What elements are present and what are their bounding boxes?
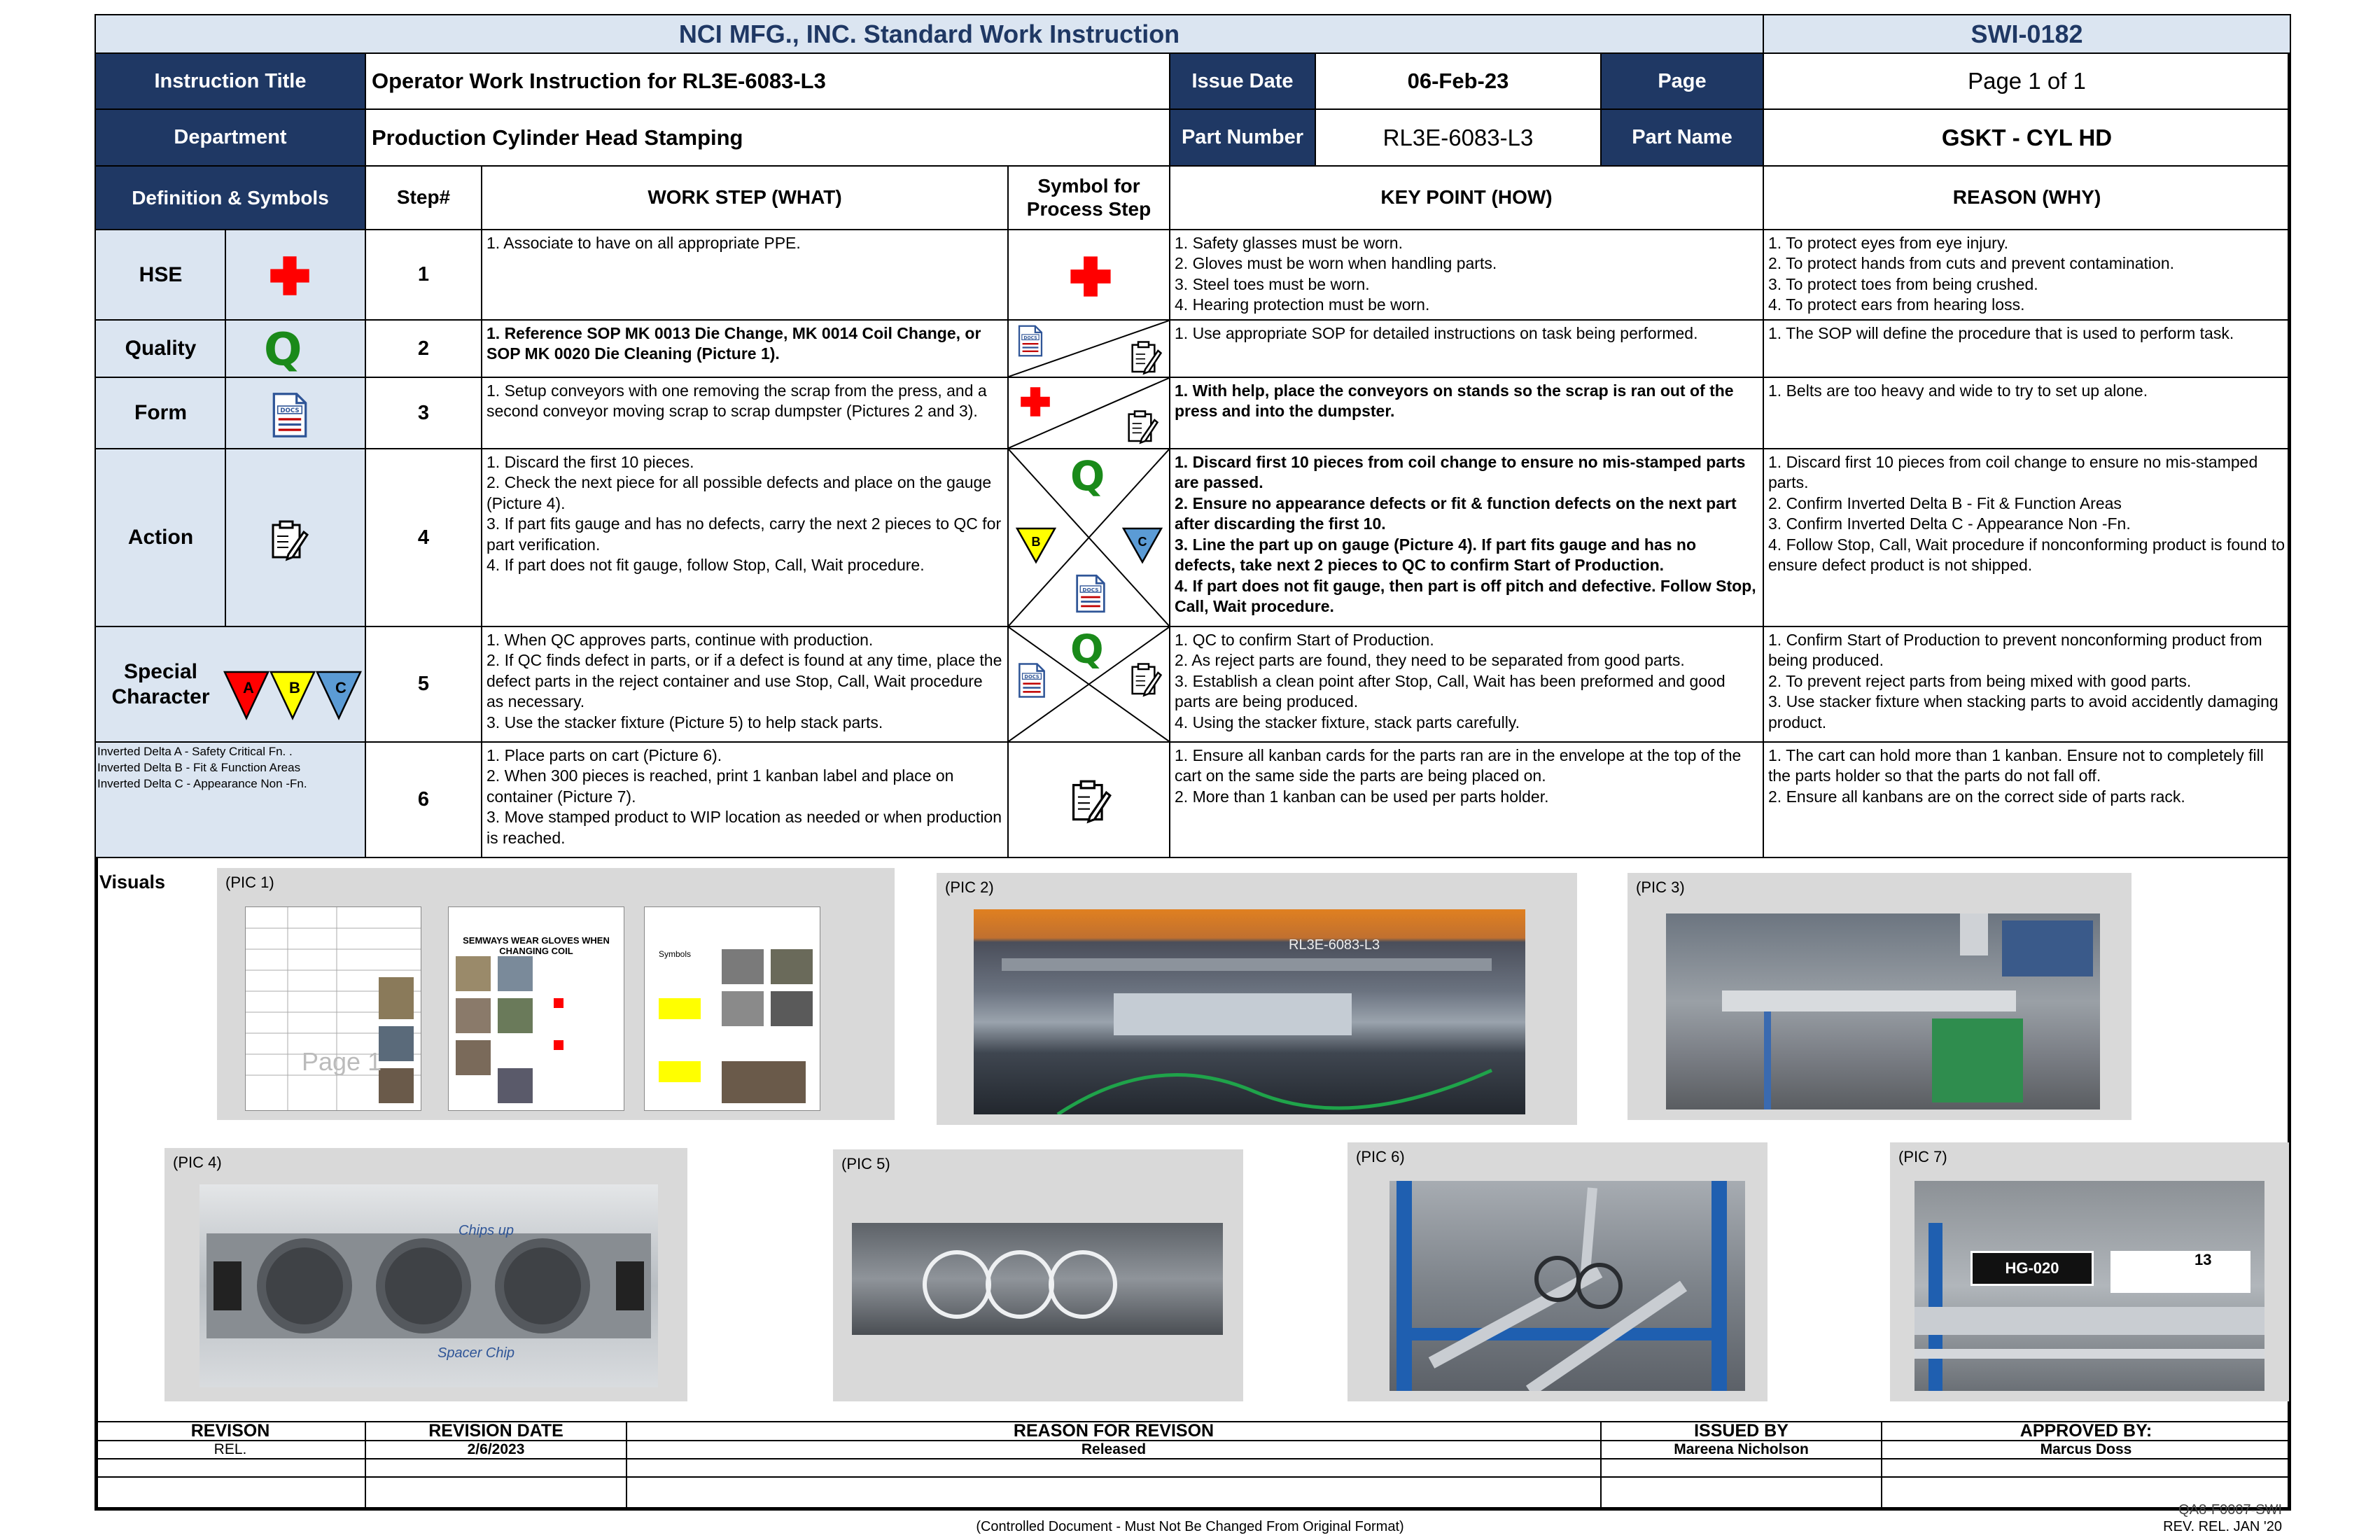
clipboard-pencil-icon bbox=[1128, 662, 1163, 697]
pic-3-label: (PIC 3) bbox=[1636, 878, 1685, 896]
docs-form-icon bbox=[1074, 574, 1107, 613]
work-step-5: 1. When QC approves parts, continue with production. 2. If QC finds defect in parts, or if a defect is found at any time, place the defect parts in the reject container and use Stop, Call, Wait procedure as necessary. 3. Use the stacker fixture (Picture 5) to help stack parts. bbox=[481, 626, 1009, 743]
step-number: 2 bbox=[365, 319, 482, 378]
quality-q-icon: Q bbox=[1070, 452, 1105, 500]
svg-text:C: C bbox=[1138, 535, 1147, 549]
part-number-label: Part Number bbox=[1169, 108, 1316, 167]
company-title: NCI MFG., INC. Standard Work Instruction bbox=[94, 14, 1764, 54]
pic-5-label: (PIC 5) bbox=[841, 1155, 890, 1172]
work-step-2: 1. Reference SOP MK 0013 Die Change, MK 0014 Coil Change, or SOP MK 0020 Die Cleaning (Picture 1). bbox=[481, 319, 1009, 378]
reason-1: 1. To protect eyes from eye injury. 2. To protect hands from cuts and prevent contamination. 3. To protect toes from being crushed. 4. To protect ears from hearing loss. bbox=[1763, 229, 2291, 321]
legend-delta-b: Inverted Delta B - Fit & Function Areas bbox=[97, 760, 301, 774]
pic-1-label: (PIC 1) bbox=[225, 874, 274, 891]
category-quality-label: Quality bbox=[125, 337, 197, 360]
delta-b-icon bbox=[1016, 526, 1056, 564]
pic-6-label: (PIC 6) bbox=[1356, 1148, 1405, 1166]
visuals-label: Visuals bbox=[99, 872, 166, 892]
clipboard-pencil-icon bbox=[1124, 410, 1159, 444]
reason-6: 1. The cart can hold more than 1 kanban. Ensure not to completely fill the parts holder so that the parts do not fall off. 2. Ensure all kanbans are on the correct side of parts rack. bbox=[1763, 741, 2291, 858]
key-point-5: 1. QC to confirm Start of Production. 2. As reject parts are found, they need to be separated from good parts. 3. Establish a clean point after Stop, Call, Wait has been preformed and good parts are being produced. 4. Using the stacker fixture, stack parts carefully. bbox=[1169, 626, 1764, 743]
page-value: Page 1 of 1 bbox=[1763, 52, 2291, 110]
rev-row-issued: Mareena Nicholson bbox=[1600, 1440, 1882, 1460]
pic-4-spacer-chip-note: Spacer Chip bbox=[438, 1345, 515, 1361]
key-point-1: 1. Safety glasses must be worn. 2. Gloves must be worn when handling parts. 3. Steel toes must be worn. 4. Hearing protection must be worn. bbox=[1169, 229, 1764, 321]
reason-3: 1. Belts are too heavy and wide to try to set up alone. bbox=[1763, 377, 2291, 449]
doc-number: SWI-0182 bbox=[1763, 14, 2291, 54]
step-number: 1 bbox=[365, 229, 482, 321]
delta-b-label: B bbox=[289, 679, 300, 696]
pic-7-tag-number: 13 bbox=[2110, 1251, 2250, 1293]
rev-release: REV. REL. JAN '20 bbox=[2163, 1519, 2282, 1534]
reason-5: 1. Confirm Start of Production to prevent nonconforming product from being produced. 2. To prevent reject parts from being mixed with good parts. 3. Use stacker fixture when stacking parts to avoid accidently damaging product. bbox=[1763, 626, 2291, 743]
delta-c-icon bbox=[1122, 526, 1163, 564]
rev-empty-cell bbox=[1600, 1458, 1882, 1478]
work-step-6: 1. Place parts on cart (Picture 6). 2. When 300 pieces is reached, print 1 kanban label and place on container (Picture 7). 3. Move stamped product to WIP location as needed or when production is reached. bbox=[481, 741, 1009, 858]
pic-4-label: (PIC 4) bbox=[173, 1154, 222, 1171]
pic-1 bbox=[217, 868, 895, 1120]
key-point-2: 1. Use appropriate SOP for detailed instructions on task being performed. bbox=[1169, 319, 1764, 378]
controlled-document-notice: (Controlled Document - Must Not Be Changed From Original Format) bbox=[976, 1519, 1404, 1534]
category-form-label: Form bbox=[134, 401, 187, 424]
pic-6-cart-photo bbox=[1390, 1181, 1745, 1391]
step-number: 3 bbox=[365, 377, 482, 449]
rev-header-approved: APPROVED BY: bbox=[1881, 1421, 2291, 1441]
pic-1-doc-page-1 bbox=[245, 906, 421, 1111]
pic-1-page-watermark: Page 1 bbox=[302, 1047, 382, 1076]
step-number: 5 bbox=[365, 626, 482, 743]
pic-7-kanban-photo bbox=[1914, 1181, 2264, 1391]
category-action bbox=[94, 448, 366, 627]
first-aid-cross-icon bbox=[1018, 385, 1052, 419]
category-special-character bbox=[94, 626, 366, 743]
rev-row-approved: Marcus Doss bbox=[1881, 1440, 2291, 1460]
pic-2-label: (PIC 2) bbox=[945, 878, 994, 896]
rev-empty-cell bbox=[94, 1458, 366, 1478]
work-step-1: 1. Associate to have on all appropriate PPE. bbox=[481, 229, 1009, 321]
pic-1-glove-title: SEMWAYS WEAR GLOVES WHEN CHANGING COIL bbox=[463, 935, 610, 956]
department: Production Cylinder Head Stamping bbox=[365, 108, 1170, 167]
first-aid-cross-icon bbox=[267, 253, 312, 298]
category-special-label: Special Character bbox=[111, 659, 210, 708]
rev-empty-cell bbox=[1600, 1476, 1882, 1511]
svg-text:B: B bbox=[1031, 535, 1041, 549]
rev-empty-cell bbox=[626, 1476, 1602, 1511]
rev-header-revision: REVISON bbox=[94, 1421, 366, 1441]
docs-form-icon bbox=[1017, 325, 1044, 357]
pic-1-doc-page-3 bbox=[644, 906, 820, 1111]
pic-7-label: (PIC 7) bbox=[1898, 1148, 1947, 1166]
page-label: Page bbox=[1600, 52, 1764, 110]
category-hse-label: HSE bbox=[139, 262, 183, 286]
pic-2-stamping-press-photo bbox=[974, 909, 1525, 1114]
symbol-step-1 bbox=[1007, 229, 1170, 321]
docs-form-icon bbox=[1017, 662, 1046, 699]
pic-1-doc-page-2 bbox=[448, 906, 624, 1111]
issue-date-label: Issue Date bbox=[1169, 52, 1316, 110]
pic-5-gasket-photo bbox=[852, 1223, 1223, 1335]
rev-header-date: REVISION DATE bbox=[365, 1421, 627, 1441]
category-hse bbox=[94, 229, 366, 321]
rev-header-reason: REASON FOR REVISON bbox=[626, 1421, 1602, 1441]
pic-7-kanban-label: HG-020 bbox=[1970, 1251, 2094, 1286]
pic-5 bbox=[833, 1149, 1243, 1401]
symbol-step-5 bbox=[1007, 626, 1170, 743]
category-action-label: Action bbox=[127, 526, 194, 549]
reason-2: 1. The SOP will define the procedure that is used to perform task. bbox=[1763, 319, 2291, 378]
issue-date: 06-Feb-23 bbox=[1315, 52, 1602, 110]
symbol-step-3 bbox=[1007, 377, 1170, 449]
rev-row-reason: Released bbox=[626, 1440, 1602, 1460]
legend-delta-c: Inverted Delta C - Appearance Non -Fn. bbox=[97, 776, 307, 790]
category-quality bbox=[94, 319, 366, 378]
part-number: RL3E-6083-L3 bbox=[1315, 108, 1602, 167]
pic-3 bbox=[1628, 873, 2132, 1120]
rev-empty-cell bbox=[365, 1476, 627, 1511]
work-step-3: 1. Setup conveyors with one removing the scrap from the press, and a second conveyor moving scrap to scrap dumpster (Pictures 2 and 3). bbox=[481, 377, 1009, 449]
part-name-label: Part Name bbox=[1600, 108, 1764, 167]
work-step-4: 1. Discard the first 10 pieces. 2. Check the next piece for all possible defects and place on the gauge (Picture 4). 3. If part fits gauge and has no defects, carry the next 2 pieces to QC for part verification. 4. If part does not fit gauge, follow Stop, Call, Wait procedure. bbox=[481, 448, 1009, 627]
pic-2-die-marking: RL3E-6083-L3 bbox=[1289, 937, 1380, 953]
clipboard-pencil-icon bbox=[1068, 779, 1112, 824]
col-key-point: KEY POINT (HOW) bbox=[1169, 165, 1764, 230]
col-work-step: WORK STEP (WHAT) bbox=[481, 165, 1009, 230]
quality-q-icon: Q bbox=[264, 324, 302, 376]
instruction-title-label: Instruction Title bbox=[94, 52, 366, 110]
step-number: 4 bbox=[365, 448, 482, 627]
pic-6 bbox=[1348, 1142, 1768, 1401]
delta-c-label: C bbox=[335, 679, 346, 696]
quality-q-icon: Q bbox=[1070, 627, 1104, 673]
col-step: Step# bbox=[365, 165, 482, 230]
clipboard-pencil-icon bbox=[1128, 340, 1163, 375]
pic-4-gauge-photo bbox=[200, 1184, 658, 1387]
symbol-step-4 bbox=[1007, 448, 1170, 627]
rev-row-revision: REL. bbox=[94, 1440, 366, 1460]
delta-a-label: A bbox=[243, 679, 254, 696]
pic-3-conveyor-photo bbox=[1666, 913, 2100, 1110]
rev-empty-cell bbox=[365, 1458, 627, 1478]
col-symbol: Symbol for Process Step bbox=[1007, 165, 1170, 230]
pic-2 bbox=[937, 873, 1577, 1125]
pic-4 bbox=[164, 1148, 687, 1401]
rev-row-date: 2/6/2023 bbox=[365, 1440, 627, 1460]
department-label: Department bbox=[94, 108, 366, 167]
rev-empty-cell bbox=[626, 1458, 1602, 1478]
part-name: GSKT - CYL HD bbox=[1763, 108, 2291, 167]
reason-4: 1. Discard first 10 pieces from coil change to ensure no mis-stamped parts. 2. Confirm Inverted Delta B - Fit & Function Areas 3. Confirm Inverted Delta C - Appearance Non -Fn. 4. Follow Stop, Call, Wait procedure if nonconforming product is found to ensure defect product is not shipped. bbox=[1763, 448, 2291, 627]
pic-4-chips-up-note: Chips up bbox=[458, 1223, 514, 1238]
category-form bbox=[94, 377, 366, 449]
pic-7 bbox=[1890, 1142, 2289, 1401]
legend-delta-a: Inverted Delta A - Safety Critical Fn. . bbox=[97, 745, 293, 758]
rev-empty-cell bbox=[1881, 1458, 2291, 1478]
clipboard-pencil-icon bbox=[267, 519, 309, 561]
step-number: 6 bbox=[365, 741, 482, 858]
key-point-3: 1. With help, place the conveyors on stands so the scrap is ran out of the press and into the dumpster. bbox=[1169, 377, 1764, 449]
symbol-step-6 bbox=[1007, 741, 1170, 858]
delta-legend bbox=[94, 741, 366, 858]
symbol-step-2 bbox=[1007, 319, 1170, 378]
key-point-6: 1. Ensure all kanban cards for the parts ran are in the envelope at the top of the cart on the same side the parts are being placed on. 2. More than 1 kanban can be used per parts holder. bbox=[1169, 741, 1764, 858]
form-code: QA8-F0007-SWI bbox=[2178, 1502, 2282, 1518]
instruction-title: Operator Work Instruction for RL3E-6083-L3 bbox=[365, 52, 1170, 110]
col-reason: REASON (WHY) bbox=[1763, 165, 2291, 230]
col-definitions: Definition & Symbols bbox=[94, 165, 366, 230]
rev-header-issued: ISSUED BY bbox=[1600, 1421, 1882, 1441]
key-point-4: 1. Discard first 10 pieces from coil change to ensure no mis-stamped parts are passed. 2. Ensure no appearance defects or fit & function defects on the next part after discarding the first 10. 3. Line the part up on gauge (Picture 4). If part fits gauge and has no defects, take next 2 pieces to QC to confirm Start of Production. 4. If part does not fit gauge, then part is off pitch and defective. Follow Stop, Call, Wait procedure. bbox=[1169, 448, 1764, 627]
rev-empty-cell bbox=[94, 1476, 366, 1511]
pic-1-symbols-text: Symbols bbox=[659, 949, 692, 959]
docs-form-icon bbox=[271, 392, 309, 438]
first-aid-cross-icon bbox=[1068, 253, 1114, 300]
